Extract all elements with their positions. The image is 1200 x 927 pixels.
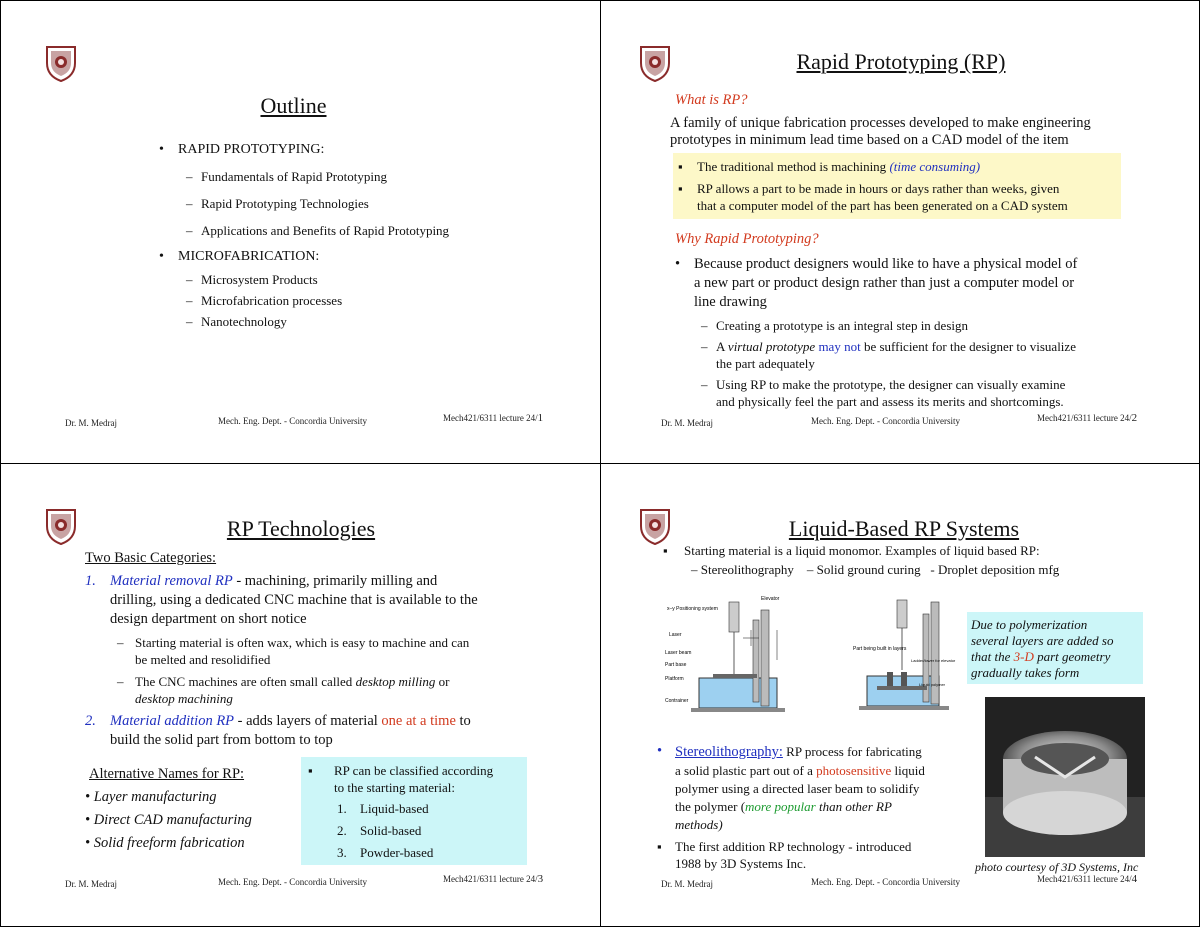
list-item: Microsystem Products	[201, 272, 318, 287]
alt-name-item: • Solid freeform fabrication	[85, 835, 245, 851]
note-line	[971, 648, 1110, 665]
category-text: to	[455, 713, 471, 729]
sub-item	[135, 673, 449, 690]
sub-item-part: be sufficient for the designer to visualize	[860, 339, 1076, 354]
sla-desc-part: than other RP	[815, 799, 892, 814]
sub-item-emph: virtual prototype	[727, 339, 816, 354]
category-line: design department on short notice	[110, 611, 307, 627]
footer-course	[1037, 873, 1137, 885]
category-name: Material addition RP	[110, 713, 235, 729]
category-line	[110, 712, 471, 731]
note-line: several layers are added so	[971, 633, 1114, 648]
list-item: Applications and Benefits of Rapid Prototyping	[201, 223, 450, 238]
note-line: gradually takes form	[971, 665, 1080, 680]
bullet: •	[159, 249, 164, 264]
note-part: that the	[971, 649, 1014, 664]
footer-course	[443, 412, 543, 424]
slide-3	[1, 464, 599, 926]
category-name: Material removal RP	[110, 573, 233, 589]
dash: –	[186, 293, 193, 308]
slide-number: 4	[1131, 873, 1138, 885]
footer-dept: Mech. Eng. Dept. - Concordia University	[218, 877, 367, 887]
bullet: ▪	[678, 181, 683, 196]
slide-4	[601, 464, 1199, 926]
sla-desc-part: a solid plastic part out of a	[675, 763, 817, 778]
footer-author: Dr. M. Medraj	[65, 879, 117, 889]
sla-term: Stereolithography:	[675, 744, 783, 760]
sla-desc-line	[675, 798, 892, 815]
university-crest-icon	[637, 43, 673, 83]
bullet-text: RAPID PROTOTYPING:	[178, 142, 325, 157]
diagram-label: Laser beam	[665, 650, 692, 656]
slide-title: RP Technologies	[226, 516, 376, 541]
footer-course-prefix: Mech421/6311 lecture 24/	[1037, 874, 1132, 884]
class-item: Liquid-based	[360, 801, 429, 816]
sub-item-part: or	[435, 674, 450, 689]
definition-line: prototypes in minimum lead time based on a CAD model of the item	[670, 132, 1069, 148]
box-text: to the starting material:	[334, 780, 455, 795]
sla-part-photo	[985, 697, 1145, 857]
footer-dept: Mech. Eng. Dept. - Concordia University	[811, 877, 960, 887]
footer-author: Dr. M. Medraj	[661, 418, 713, 428]
alt-name-text: Layer manufacturing	[93, 789, 217, 805]
list-item: Microfabrication processes	[201, 293, 343, 308]
class-number: 2.	[337, 823, 347, 838]
dash: –	[117, 635, 124, 650]
diagram-label: x–y Positioning system	[667, 606, 718, 612]
footer-dept: Mech. Eng. Dept. - Concordia University	[811, 416, 960, 426]
sla-desc-emph: photosensitive	[816, 763, 892, 778]
diagram-label: Part being built in layers	[853, 646, 907, 652]
box-text: that a computer model of the part has been generated on a CAD system	[697, 198, 1068, 213]
sla-desc-part: liquid	[891, 763, 925, 778]
slide-2	[601, 1, 1199, 463]
note-line: Due to polymerization	[971, 617, 1088, 632]
diagram-label: Liquid polymer	[919, 682, 946, 687]
photo-credit: photo courtesy of 3D Systems, Inc	[975, 860, 1139, 874]
class-item: Solid-based	[360, 823, 422, 838]
list-number: 2.	[85, 713, 96, 729]
dash: –	[701, 377, 708, 392]
box-text: RP allows a part to be made in hours or days rather than weeks, given	[697, 181, 1060, 196]
section-heading: Two Basic Categories:	[85, 550, 217, 566]
box-text-emph: (time consuming)	[889, 159, 981, 174]
sla-desc-line: polymer using a directed laser beam to solidify	[675, 781, 920, 796]
body-line: a new part or product design rather than just a computer model or	[694, 275, 1075, 291]
category-line	[110, 572, 437, 591]
slide-number: 2	[1131, 412, 1138, 424]
footer-dept: Mech. Eng. Dept. - Concordia University	[218, 416, 367, 426]
footer-course-prefix: Mech421/6311 lecture 24/	[443, 874, 538, 884]
footer-course-prefix: Mech421/6311 lecture 24/	[1037, 413, 1132, 423]
sla-desc-part: RP process for fabricating	[782, 744, 922, 759]
bullet: ▪	[663, 543, 668, 558]
slide-number: 1	[537, 412, 544, 424]
sla-desc-line	[675, 762, 925, 779]
slide-title: Rapid Prototyping (RP)	[796, 49, 1006, 74]
bullet: •	[675, 256, 681, 272]
dash: –	[186, 272, 193, 287]
footer-course	[1037, 412, 1137, 424]
list-item: Rapid Prototyping Technologies	[201, 196, 369, 211]
bullet: ▪	[657, 839, 662, 854]
university-crest-icon	[43, 506, 79, 546]
sub-item-emph: desktop milling	[355, 674, 436, 689]
body-line: line drawing	[694, 294, 767, 310]
sub-item: and physically feel the part and assess its merits and shortcomings.	[716, 394, 1064, 409]
definition-line: A family of unique fabrication processes developed to make engineering	[670, 115, 1091, 131]
sub-item: be melted and resolidified	[135, 652, 271, 667]
class-number: 3.	[337, 845, 347, 860]
sla-diagram-right	[849, 590, 959, 720]
category-line: build the solid part from bottom to top	[110, 732, 333, 748]
box-text	[697, 158, 980, 175]
diagram-label: Elevator	[761, 596, 780, 602]
dash: –	[186, 169, 193, 184]
footer-course	[443, 873, 543, 885]
sub-item-part: The CNC machines are often small called	[135, 674, 356, 689]
bullet: •	[159, 142, 164, 157]
first-tech-line: 1988 by 3D Systems Inc.	[675, 856, 807, 871]
sub-item-emph-blue: may not	[818, 339, 861, 354]
footer-course-prefix: Mech421/6311 lecture 24/	[443, 413, 538, 423]
sub-item-part: A	[716, 339, 728, 354]
sla-diagram-left	[661, 590, 831, 720]
diagram-label: Contrainer	[665, 698, 689, 704]
dash: –	[186, 223, 193, 238]
sla-desc-line: methods)	[675, 817, 723, 832]
sub-item: Using RP to make the prototype, the designer can visually examine	[716, 377, 1066, 392]
body-line: Because product designers would like to have a physical model of	[694, 256, 1078, 272]
bullet: ▪	[678, 159, 683, 174]
sub-item: the part adequately	[716, 356, 815, 371]
slide-number: 3	[537, 873, 544, 885]
first-tech-line: The first addition RP technology - introduced	[675, 839, 912, 854]
slide-title: Outline	[260, 93, 327, 118]
university-crest-icon	[637, 506, 673, 546]
diagram-label: Part base	[665, 662, 687, 668]
dash: –	[117, 674, 124, 689]
class-number: 1.	[337, 801, 347, 816]
sub-item: desktop machining	[135, 691, 233, 706]
note-part: part geometry	[1033, 649, 1111, 664]
bullet-text: MICROFABRICATION:	[178, 249, 320, 264]
body-line: – Stereolithography – Solid ground curing - Droplet deposition mfg	[691, 562, 1060, 577]
diagram-label: Laser	[669, 632, 682, 638]
question-why: Why Rapid Prototyping?	[675, 231, 819, 247]
alt-name-item: • Layer manufacturing	[85, 789, 217, 805]
footer-author: Dr. M. Medraj	[65, 418, 117, 428]
dash: –	[701, 339, 708, 354]
note-emph: 3-D	[1013, 649, 1034, 664]
diagram-label: Platform	[665, 676, 684, 682]
category-line: drilling, using a dedicated CNC machine that is available to the	[110, 592, 478, 608]
sub-item	[716, 338, 1076, 355]
sub-item: Starting material is often wax, which is easy to machine and can	[135, 635, 470, 650]
sla-desc-emph: more popular	[745, 799, 816, 814]
dash: –	[186, 314, 193, 329]
box-text-part: The traditional method is machining	[697, 159, 890, 174]
category-text: - adds layers of material	[234, 713, 382, 729]
dash: –	[701, 318, 708, 333]
list-item: Fundamentals of Rapid Prototyping	[201, 169, 387, 184]
box-text: RP can be classified according	[334, 763, 494, 778]
sub-item: Creating a prototype is an integral step in design	[716, 318, 968, 333]
list-number: 1.	[85, 573, 96, 589]
bullet: •	[657, 743, 663, 759]
list-item: Nanotechnology	[201, 314, 287, 329]
alt-name-text: Solid freeform fabrication	[93, 835, 245, 851]
alt-names-heading: Alternative Names for RP:	[89, 766, 245, 782]
class-item: Powder-based	[360, 845, 434, 860]
slide-title: Liquid-Based RP Systems	[788, 516, 1020, 541]
footer-author: Dr. M. Medraj	[661, 879, 713, 889]
dash: –	[186, 196, 193, 211]
diagram-label: Ladder/lower for elevator	[911, 658, 956, 663]
category-text: - machining, primarily milling and	[232, 573, 438, 589]
alt-name-text: Direct CAD manufacturing	[93, 812, 252, 828]
category-emph: one at a time	[381, 713, 456, 729]
sla-desc-part: the polymer (	[675, 799, 746, 814]
sla-desc-line	[675, 743, 922, 761]
alt-name-item: • Direct CAD manufacturing	[85, 812, 252, 828]
bullet: ▪	[308, 763, 313, 778]
question-what: What is RP?	[675, 92, 748, 108]
body-line: Starting material is a liquid monomor. Examples of liquid based RP:	[684, 543, 1040, 558]
university-crest-icon	[43, 43, 79, 83]
slide-1	[1, 1, 599, 463]
